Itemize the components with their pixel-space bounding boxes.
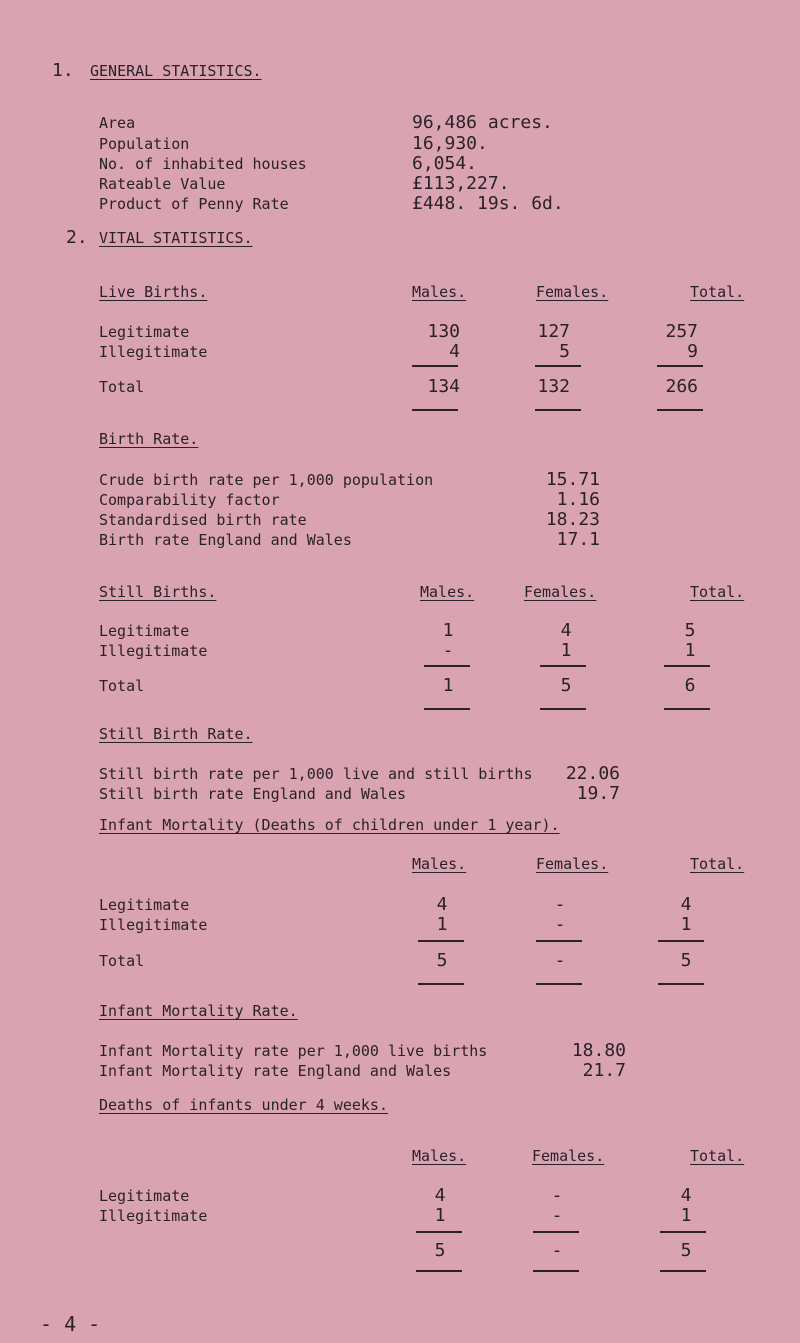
still-births-legit-total: 5 <box>684 620 696 641</box>
live-births-total-females: 132 <box>537 376 570 397</box>
standardised-birth-rate-label: Standardised birth rate <box>99 511 307 529</box>
standardised-birth-rate-value: 18.23 <box>545 509 600 530</box>
live-births-total-rule-females <box>535 409 581 411</box>
still-birth-rate-label: Still birth rate per 1,000 live and still births <box>99 765 533 783</box>
birth-rate-ew-label: Birth rate England and Wales <box>99 531 352 549</box>
still-births-col-females: Females. <box>524 583 597 601</box>
houses-label: No. of inhabited houses <box>99 155 307 173</box>
area-value: 96,486 acres. <box>412 112 553 133</box>
birth-rate-ew-value: 17.1 <box>556 529 600 550</box>
houses-value: 6,054. <box>412 153 478 174</box>
infant-mortality-illegit-females: - <box>554 914 566 935</box>
infant-deaths-total-rule-total <box>660 1270 706 1272</box>
still-birth-rate-value: 22.06 <box>565 763 620 784</box>
general-statistics-heading: GENERAL STATISTICS. <box>90 62 262 80</box>
still-births-col-males: Males. <box>420 583 475 601</box>
still-birth-rate-ew-label: Still birth rate England and Wales <box>99 785 407 803</box>
infant-deaths-legit-label: Legitimate <box>99 1187 190 1205</box>
live-births-legit-label: Legitimate <box>99 323 190 341</box>
still-births-legit-males: 1 <box>442 620 454 641</box>
still-births-rule-females <box>540 665 586 667</box>
still-births-illegit-males: - <box>442 640 454 661</box>
still-births-col-total: Total. <box>690 583 745 601</box>
infant-deaths-legit-males: 4 <box>434 1185 446 1206</box>
infant-deaths-illegit-females: - <box>551 1205 563 1226</box>
infant-deaths-illegit-label: Illegitimate <box>99 1207 208 1225</box>
infant-mortality-rate-label: Infant Mortality rate per 1,000 live births <box>99 1042 488 1060</box>
comparability-factor-label: Comparability factor <box>99 491 280 509</box>
infant-mortality-rate-heading: Infant Mortality Rate. <box>99 1002 298 1020</box>
still-births-total-males: 1 <box>442 675 454 696</box>
still-births-illegit-label: Illegitimate <box>99 642 208 660</box>
crude-birth-rate-label: Crude birth rate per 1,000 population <box>99 471 434 489</box>
still-births-total-total: 6 <box>684 675 696 696</box>
infant-deaths-total-total: 5 <box>680 1240 692 1261</box>
live-births-illegit-males: 4 <box>449 341 460 362</box>
penny-rate-label: Product of Penny Rate <box>99 195 289 213</box>
penny-rate-value: £448. 19s. 6d. <box>412 193 564 214</box>
still-births-illegit-females: 1 <box>560 640 572 661</box>
infant-deaths-heading: Deaths of infants under 4 weeks. <box>99 1096 388 1114</box>
infant-deaths-total-males: 5 <box>434 1240 446 1261</box>
infant-deaths-col-males: Males. <box>412 1147 467 1165</box>
infant-mortality-legit-females: - <box>554 894 566 915</box>
still-births-total-label: Total <box>99 677 145 695</box>
infant-mortality-illegit-label: Illegitimate <box>99 916 208 934</box>
vital-statistics-heading: VITAL STATISTICS. <box>99 229 253 247</box>
infant-deaths-total-rule-males <box>416 1270 462 1272</box>
rateable-value-value: £113,227. <box>412 173 510 194</box>
infant-mortality-rule-females <box>536 940 582 942</box>
page-number: - 4 - <box>40 1312 101 1336</box>
live-births-legit-females: 127 <box>537 321 570 342</box>
still-births-total-rule-total <box>664 708 710 710</box>
birth-rate-heading: Birth Rate. <box>99 430 199 448</box>
crude-birth-rate-value: 15.71 <box>545 469 600 490</box>
comparability-factor-value: 1.16 <box>556 489 600 510</box>
still-birth-rate-ew-value: 19.7 <box>576 783 620 804</box>
live-births-rule-males <box>412 365 458 367</box>
infant-deaths-col-females: Females. <box>532 1147 605 1165</box>
infant-deaths-total-rule-females <box>533 1270 579 1272</box>
infant-mortality-total-label: Total <box>99 952 145 970</box>
infant-mortality-total-rule-females <box>536 983 582 985</box>
infant-mortality-rate-value: 18.80 <box>571 1040 626 1061</box>
infant-deaths-illegit-males: 1 <box>434 1205 446 1226</box>
section-number-2: 2. <box>66 227 88 248</box>
infant-mortality-rate-ew-label: Infant Mortality rate England and Wales <box>99 1062 452 1080</box>
still-births-rule-males <box>424 665 470 667</box>
infant-mortality-col-total: Total. <box>690 855 745 873</box>
still-births-legit-females: 4 <box>560 620 572 641</box>
infant-deaths-rule-females <box>533 1231 579 1233</box>
infant-mortality-legit-total: 4 <box>680 894 692 915</box>
live-births-legit-males: 130 <box>427 321 460 342</box>
still-births-rule-total <box>664 665 710 667</box>
live-births-total-label: Total <box>99 378 145 396</box>
infant-deaths-legit-total: 4 <box>680 1185 692 1206</box>
section-number-1: 1. <box>52 60 74 81</box>
infant-deaths-illegit-total: 1 <box>680 1205 692 1226</box>
infant-mortality-col-males: Males. <box>412 855 467 873</box>
live-births-legit-total: 257 <box>665 321 698 342</box>
infant-mortality-rule-total <box>658 940 704 942</box>
infant-mortality-col-females: Females. <box>536 855 609 873</box>
live-births-total-rule-males <box>412 409 458 411</box>
infant-deaths-col-total: Total. <box>690 1147 745 1165</box>
still-births-legit-label: Legitimate <box>99 622 190 640</box>
infant-deaths-total-females: - <box>551 1240 563 1261</box>
live-births-total-males: 134 <box>427 376 460 397</box>
population-label: Population <box>99 135 190 153</box>
infant-deaths-rule-males <box>416 1231 462 1233</box>
infant-deaths-rule-total <box>660 1231 706 1233</box>
infant-mortality-illegit-males: 1 <box>436 914 448 935</box>
live-births-illegit-total: 9 <box>687 341 698 362</box>
infant-mortality-legit-males: 4 <box>436 894 448 915</box>
still-births-total-females: 5 <box>560 675 572 696</box>
still-births-heading: Still Births. <box>99 583 217 601</box>
live-births-rule-total <box>657 365 703 367</box>
rateable-value-label: Rateable Value <box>99 175 226 193</box>
live-births-illegit-females: 5 <box>559 341 570 362</box>
live-births-col-males: Males. <box>412 283 467 301</box>
infant-mortality-total-rule-total <box>658 983 704 985</box>
live-births-illegit-label: Illegitimate <box>99 343 208 361</box>
live-births-total-rule-total <box>657 409 703 411</box>
infant-mortality-total-rule-males <box>418 983 464 985</box>
infant-mortality-total-females: - <box>554 950 566 971</box>
infant-mortality-total-total: 5 <box>680 950 692 971</box>
population-value: 16,930. <box>412 133 488 154</box>
infant-mortality-total-males: 5 <box>436 950 448 971</box>
live-births-rule-females <box>535 365 581 367</box>
live-births-col-total: Total. <box>690 283 745 301</box>
live-births-total-total: 266 <box>665 376 698 397</box>
live-births-col-females: Females. <box>536 283 609 301</box>
infant-mortality-heading: Infant Mortality (Deaths of children under 1 year). <box>99 816 560 834</box>
infant-mortality-rule-males <box>418 940 464 942</box>
still-births-total-rule-males <box>424 708 470 710</box>
still-births-total-rule-females <box>540 708 586 710</box>
still-birth-rate-heading: Still Birth Rate. <box>99 725 253 743</box>
live-births-heading: Live Births. <box>99 283 208 301</box>
area-label: Area <box>99 114 136 132</box>
infant-mortality-illegit-total: 1 <box>680 914 692 935</box>
infant-mortality-legit-label: Legitimate <box>99 896 190 914</box>
infant-mortality-rate-ew-value: 21.7 <box>582 1060 626 1081</box>
infant-deaths-legit-females: - <box>551 1185 563 1206</box>
still-births-illegit-total: 1 <box>684 640 696 661</box>
